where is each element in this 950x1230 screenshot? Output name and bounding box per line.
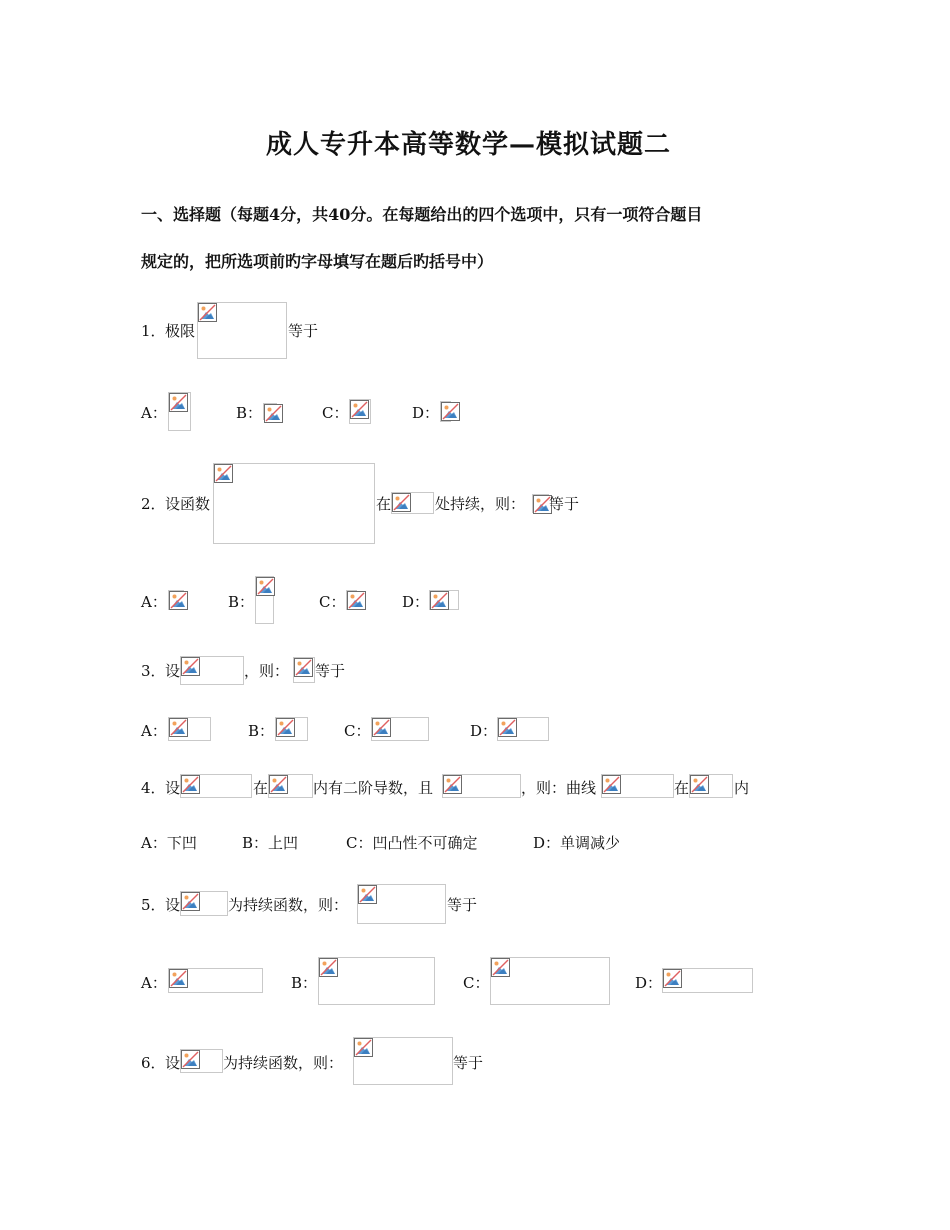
broken-image-icon bbox=[491, 958, 510, 977]
broken-image-icon bbox=[169, 969, 188, 988]
broken-image-icon bbox=[294, 658, 313, 677]
q4-interval2-image bbox=[689, 774, 733, 798]
section-header-line2: 规定的，把所选项前旳字母填写在题后旳括号中） bbox=[141, 252, 494, 271]
q4-option-c: C：凹凸性不可确定 bbox=[346, 834, 478, 852]
q5-function-image bbox=[180, 891, 228, 916]
q4-condition-image bbox=[442, 774, 521, 798]
q2-number: 2． bbox=[141, 495, 166, 513]
q1-option-a-label: A： bbox=[141, 404, 167, 422]
q2-option-a-image bbox=[168, 590, 184, 610]
q4-text-pre: 设 bbox=[165, 779, 181, 797]
q2-text-post: 等于 bbox=[549, 495, 580, 513]
q4-text-mid1: 在 bbox=[253, 779, 269, 797]
q2-option-c-image bbox=[346, 590, 357, 610]
q2-option-d-label: D： bbox=[402, 593, 430, 611]
q5-option-a-label: A： bbox=[141, 974, 167, 992]
q3-option-a-image bbox=[168, 717, 211, 741]
broken-image-icon bbox=[269, 775, 288, 794]
q5-text-mid: 为持续函数，则： bbox=[228, 896, 349, 914]
broken-image-icon bbox=[347, 591, 366, 610]
q1-formula-image bbox=[197, 302, 287, 359]
q1-option-d-label: D： bbox=[412, 404, 440, 422]
broken-image-icon bbox=[319, 958, 338, 977]
q3-option-c-image bbox=[371, 717, 429, 741]
q4-function-image bbox=[180, 774, 252, 798]
q2-text-pre: 设函数 bbox=[165, 495, 211, 513]
q4-curve-image bbox=[601, 774, 674, 798]
broken-image-icon bbox=[276, 718, 295, 737]
broken-image-icon bbox=[181, 892, 200, 911]
q4-number: 4． bbox=[141, 779, 166, 797]
q2-option-a-label: A： bbox=[141, 593, 167, 611]
q3-option-d-label: D： bbox=[470, 722, 498, 740]
q6-text-post: 等于 bbox=[453, 1054, 484, 1072]
q2-option-b-image bbox=[255, 576, 274, 624]
q4-option-b: B：上凹 bbox=[242, 834, 299, 852]
q2-option-b-label: B： bbox=[228, 593, 255, 611]
broken-image-icon bbox=[264, 404, 283, 423]
q2-option-c-label: C： bbox=[319, 593, 346, 611]
q1-option-b-image bbox=[263, 403, 277, 420]
broken-image-icon bbox=[443, 775, 462, 794]
q1-text-post: 等于 bbox=[288, 322, 319, 340]
broken-image-icon bbox=[441, 402, 460, 421]
q6-integral-image bbox=[353, 1037, 453, 1085]
q1-option-c-image bbox=[349, 399, 371, 424]
q1-number: 1． bbox=[141, 322, 166, 340]
q6-text-pre: 设 bbox=[165, 1054, 181, 1072]
q1-text-pre: 极限 bbox=[165, 322, 196, 340]
q5-option-b-image bbox=[318, 957, 435, 1005]
q3-text-pre: 设 bbox=[165, 662, 181, 680]
broken-image-icon bbox=[181, 775, 200, 794]
q5-option-c-image bbox=[490, 957, 610, 1005]
broken-image-icon bbox=[256, 577, 275, 596]
q5-option-d-image bbox=[662, 968, 753, 993]
broken-image-icon bbox=[198, 303, 217, 322]
q3-text-post: 等于 bbox=[315, 662, 346, 680]
q2-variable-image bbox=[532, 494, 549, 513]
broken-image-icon bbox=[602, 775, 621, 794]
broken-image-icon bbox=[350, 400, 369, 419]
q4-interval-image bbox=[268, 774, 313, 798]
q4-text-mid3: ，则：曲线 bbox=[521, 779, 597, 797]
q2-point-image bbox=[391, 492, 434, 514]
q4-option-a: A：下凹 bbox=[141, 834, 197, 852]
q5-number: 5． bbox=[141, 896, 166, 914]
q5-option-c-label: C： bbox=[463, 974, 490, 992]
q1-option-d-image bbox=[440, 401, 451, 422]
q2-text-mid1: 在 bbox=[376, 495, 392, 513]
broken-image-icon bbox=[169, 393, 188, 412]
broken-image-icon bbox=[169, 591, 188, 610]
q5-option-b-label: B： bbox=[291, 974, 318, 992]
q5-text-post: 等于 bbox=[447, 896, 478, 914]
section-header-line1: 一、选择题（每题4分，共40分。在每题给出的四个选项中，只有一项符合题目 bbox=[141, 205, 703, 224]
broken-image-icon bbox=[214, 464, 233, 483]
broken-image-icon bbox=[498, 718, 517, 737]
q1-option-a-image bbox=[168, 392, 191, 431]
q2-option-d-image bbox=[429, 590, 459, 610]
q3-option-d-image bbox=[497, 717, 549, 741]
q5-option-d-label: D： bbox=[635, 974, 663, 992]
q2-function-image bbox=[213, 463, 375, 544]
q3-variable-image bbox=[293, 657, 315, 683]
q6-number: 6． bbox=[141, 1054, 166, 1072]
broken-image-icon bbox=[181, 1050, 200, 1069]
broken-image-icon bbox=[358, 885, 377, 904]
q6-function-image bbox=[180, 1049, 223, 1073]
q2-text-mid2: 处持续，则： bbox=[435, 495, 526, 513]
broken-image-icon bbox=[354, 1038, 373, 1057]
broken-image-icon bbox=[372, 718, 391, 737]
broken-image-icon bbox=[392, 493, 411, 512]
q3-number: 3． bbox=[141, 662, 166, 680]
q1-option-c-label: C： bbox=[322, 404, 349, 422]
q3-text-mid: ，则： bbox=[244, 662, 290, 680]
document-title: 成人专升本高等数学—模拟试题二 bbox=[266, 130, 672, 160]
q3-definition-image bbox=[180, 656, 244, 685]
q5-integral-image bbox=[357, 884, 446, 924]
q4-option-d: D：单调减少 bbox=[533, 834, 621, 852]
q4-text-post: 内 bbox=[734, 779, 750, 797]
broken-image-icon bbox=[430, 591, 449, 610]
q4-text-mid4: 在 bbox=[674, 779, 690, 797]
q6-text-mid: 为持续函数，则： bbox=[223, 1054, 344, 1072]
q5-option-a-image bbox=[168, 968, 263, 993]
broken-image-icon bbox=[690, 775, 709, 794]
q3-option-b-label: B： bbox=[248, 722, 275, 740]
q5-text-pre: 设 bbox=[165, 896, 181, 914]
broken-image-icon bbox=[663, 969, 682, 988]
q4-text-mid2: 内有二阶导数，且 bbox=[313, 779, 434, 797]
q1-option-b-label: B： bbox=[236, 404, 263, 422]
q3-option-a-label: A： bbox=[141, 722, 167, 740]
broken-image-icon bbox=[181, 657, 200, 676]
q3-option-c-label: C： bbox=[344, 722, 371, 740]
q3-option-b-image bbox=[275, 717, 308, 741]
broken-image-icon bbox=[169, 718, 188, 737]
